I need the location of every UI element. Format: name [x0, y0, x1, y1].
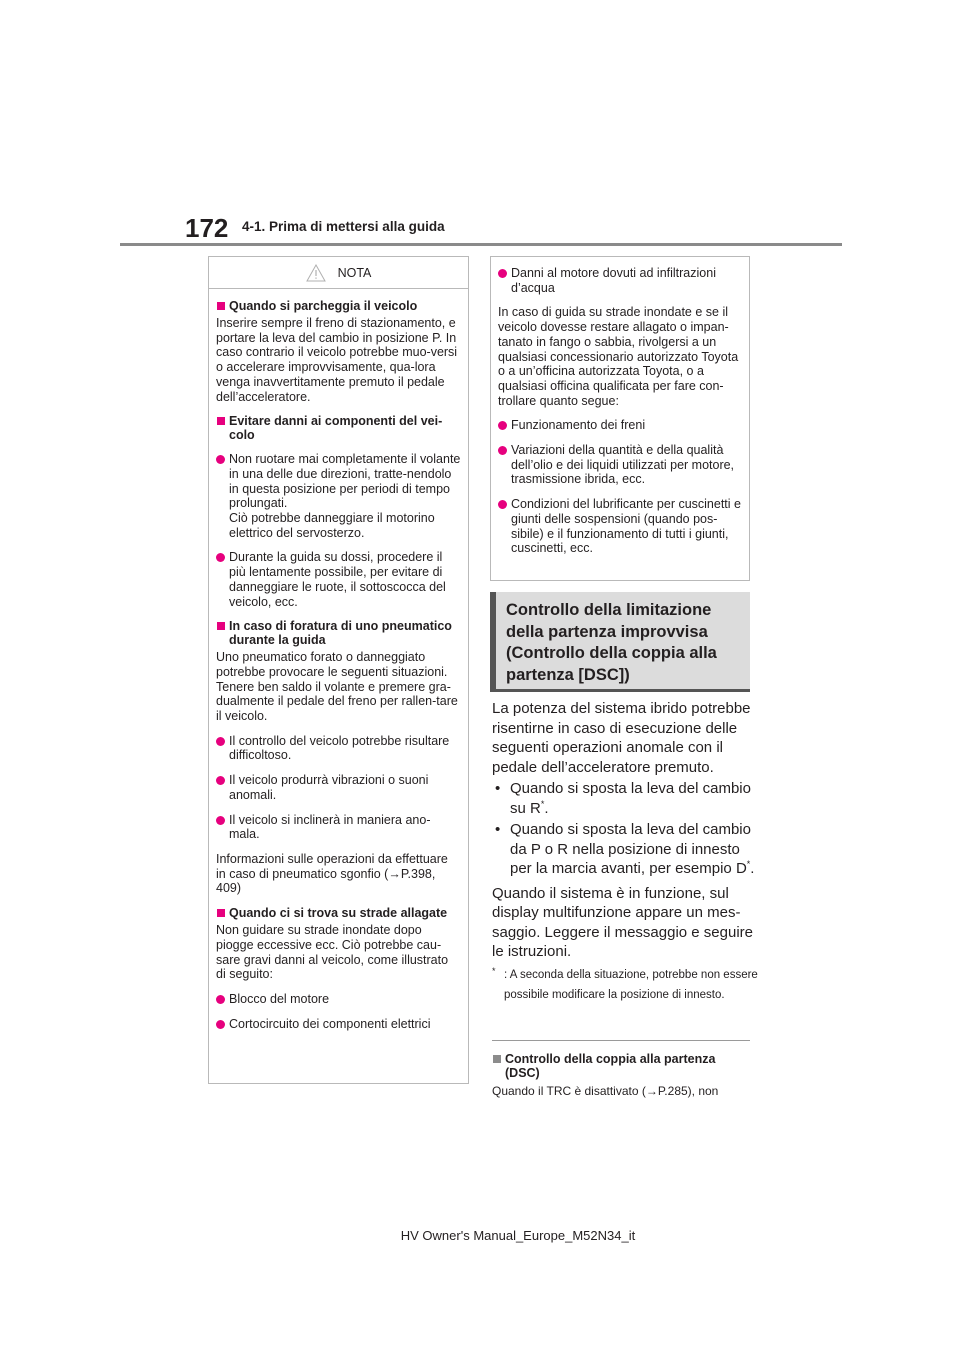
note-paragraph: Informazioni sulle operazioni da effettuare in caso di pneumatico sgonfio (→P.398, 409) — [216, 851, 448, 896]
caution-note-continued-box — [490, 256, 750, 581]
dsc-subsection — [492, 1046, 750, 1098]
page-footer: HV Owner's Manual_Europe_M52N34_it — [400, 1228, 636, 1243]
note-paragraph: Inserire sempre il freno di stazionamento, e portare la leva del cambio in posizione P. In caso contrario il veicolo potrebbe muo-versi o accelerare improvvisamente, qua-lora venga inavvertitamente premuto il pedale dell’acceleratore. — [216, 316, 458, 404]
note-bullet-item: Cortocircuito dei componenti elettrici — [216, 1017, 461, 1032]
section-divider — [492, 1040, 750, 1041]
note-header — [209, 257, 468, 289]
note-subheading: In caso di foratura di uno pneumatico durante la guida — [216, 619, 461, 647]
note-bullet-item: Condizioni del lubrificante per cuscinetti e giunti delle sospensioni (quando pos-sibile) e il funzionamento di tutti i giunti, cuscinetti, ecc. — [498, 497, 742, 556]
note-bullet-item: Funzionamento dei freni — [498, 418, 742, 433]
dsc-list-item: • Quando si sposta la leva del cambio da P o R nella posizione di innesto per la marcia avanti, per esempio D*. — [492, 820, 762, 879]
dsc-footnote — [492, 965, 762, 1005]
page-number: 172 — [185, 213, 229, 243]
note-bullet-item: Il controllo del veicolo potrebbe risultare difficoltoso. — [216, 734, 461, 763]
note-subheading: Quando ci si trova su strade allagate — [216, 906, 461, 920]
note-bullet-item: Blocco del motore — [216, 992, 461, 1007]
warning-triangle-icon — [306, 264, 326, 282]
dsc-subheading: Controllo della coppia alla partenza (DSC) — [492, 1052, 750, 1080]
note-bullet-item: Danni al motore dovuti ad infiltrazioni d’acqua — [498, 266, 742, 295]
dsc-subtext: Quando il TRC è disattivato (→P.285), non — [492, 1084, 719, 1098]
dsc-main-text — [492, 699, 762, 1005]
note-paragraph: In caso di guida su strade inondate e se il veicolo dovesse restare allagato o impan-tanato in fango o sabbia, rivolgersi a un qualsiasi concessionario autorizzato Toyota o a un’officina autorizzata Toyota, o a qualsiasi officina qualificata per fare con-trollare quanto segue: — [498, 305, 739, 408]
note-bullet-item: Durante la guida su dossi, procedere il più lentamente possibile, per evitare di danneggiare le ruote, il sottoscocca del veicolo, ecc. — [216, 550, 461, 609]
dsc-after-text: Quando il sistema è in funzione, sul display multifunzione appare un mes-saggio. Leggere il messaggio e seguire le istruzioni. — [492, 884, 753, 960]
note-subheading: Quando si parcheggia il veicolo — [216, 299, 461, 313]
note-paragraph: Non guidare su strade inondate dopo piogge eccessive ecc. Ciò potrebbe cau-sare gravi danni al veicolo, come illustrato di seguito: — [216, 923, 449, 982]
note-title: NOTA — [337, 265, 372, 280]
caution-note-box — [208, 256, 469, 1084]
header-rule — [120, 243, 842, 246]
dsc-intro: La potenza del sistema ibrido potrebbe risentirne in caso di esecuzione delle seguenti operazioni anomale con il pedale dell’acceleratore premuto. — [492, 700, 751, 776]
note-bullet-item: Variazioni della quantità e della qualità dell’olio e dei liquidi utilizzati per motore, trasmissione ibrida, ecc. — [498, 443, 742, 487]
section-title: 4-1. Prima di mettersi alla guida — [242, 219, 445, 234]
dsc-list-item: • Quando si sposta la leva del cambio su R*. — [492, 779, 762, 818]
footnote-mark: * — [492, 965, 496, 976]
note-continued-body — [491, 257, 749, 556]
note-body — [209, 289, 468, 1031]
dsc-section-heading: Controllo della limitazione della partenza improvvisa (Controllo della coppia alla partenza [DSC]) — [490, 592, 750, 692]
note-subheading: Evitare danni ai componenti del vei-colo — [216, 414, 461, 442]
note-bullet-item: Il veicolo produrrà vibrazioni o suoni anomali. — [216, 773, 461, 802]
note-paragraph: Uno pneumatico forato o danneggiato potrebbe provocare le seguenti situazioni. Tenere ben saldo il volante e premere gra-dualmente il pedale del freno per rallen-tare il veicolo. — [216, 650, 458, 724]
footnote-text: : A seconda della situazione, potrebbe non essere possibile modificare la posizione di innesto. — [504, 968, 758, 1001]
note-bullet-item: Non ruotare mai completamente il volante in una delle due direzioni, tratte-nendolo in questa posizione per periodi di tempo prolungati. Ciò potrebbe danneggiare il motorino elettrico del servosterzo. — [216, 452, 461, 540]
note-bullet-item: Il veicolo si inclinerà in maniera ano-mala. — [216, 813, 461, 842]
